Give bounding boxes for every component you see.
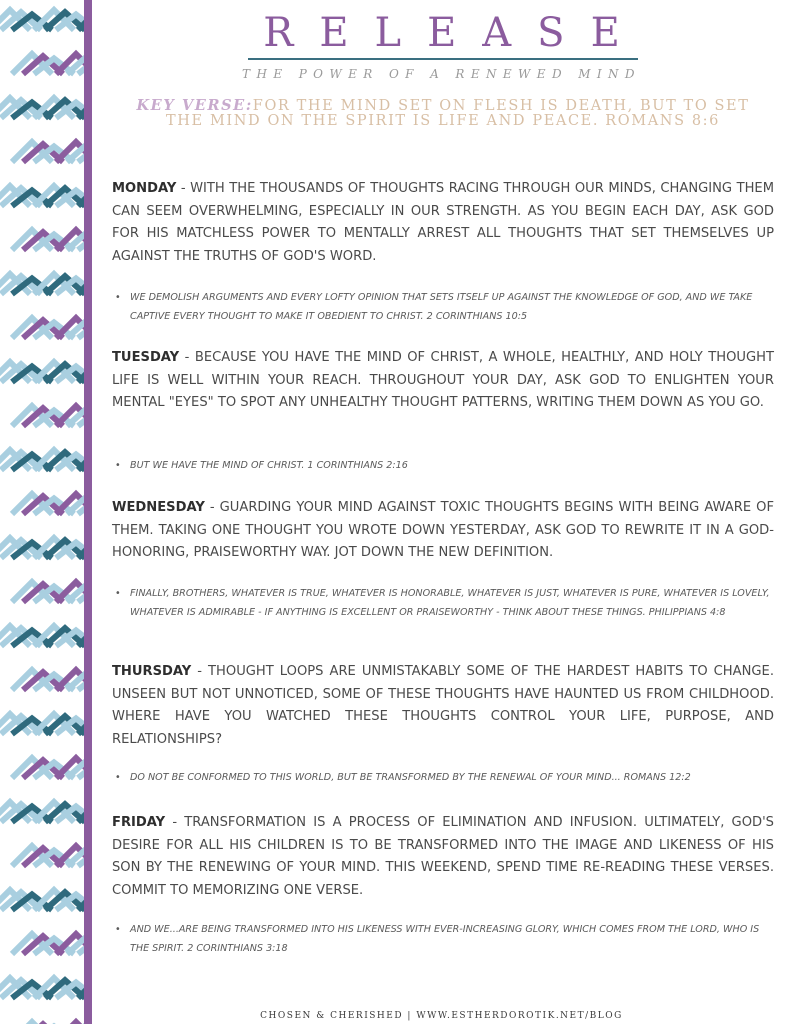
day-friday xyxy=(112,812,774,902)
verse-text: WE DEMOLISH ARGUMENTS AND EVERY LOFTY OPINION THAT SETS ITSELF UP AGAINST THE KNOWLEDGE OF GOD, AND WE TAKE CAPTIVE EVERY THOUGHT TO MAKE IT OBEDIENT TO CHRIST. 2 CORINTHIANS 10:5 xyxy=(130,292,753,322)
key-verse xyxy=(118,98,768,129)
day-thursday xyxy=(112,661,774,751)
bullet-icon: • xyxy=(115,460,121,471)
list-item xyxy=(115,288,776,326)
bullet-icon: • xyxy=(115,292,121,303)
list-item xyxy=(115,768,776,787)
list-item xyxy=(115,456,776,475)
day-tuesday xyxy=(112,347,774,415)
page-subtitle: THE POWER OF A RENEWED MIND xyxy=(242,67,641,81)
day-text: - BECAUSE YOU HAVE THE MIND OF CHRIST, A WHOLE, HEALTHLY, AND HOLY THOUGHT LIFE IS WELL WITHIN YOUR REACH. THROUGHOUT YOUR DAY, ASK GOD TO ENLIGHTEN YOUR MENTAL "EYES" TO SPOT ANY UNHEALTHY THOUGHT PATTERNS, WRITING THEM DOWN AS YOU GO. xyxy=(112,350,774,410)
day-text: - THOUGHT LOOPS ARE UNMISTAKABLY SOME OF THE HARDEST HABITS TO CHANGE. UNSEEN BUT NOT UNNOTICED, SOME OF THESE THOUGHTS HAVE HAUNTED US FROM CHILDHOOD. WHERE HAVE YOU WATCHED THESE THOUGHTS CONTROL YOUR LIFE, PURPOSE, AND RELATIONSHIPS? xyxy=(112,664,774,747)
day-monday xyxy=(112,178,774,268)
day-label: TUESDAY xyxy=(112,350,180,365)
verse-text: AND WE...ARE BEING TRANSFORMED INTO HIS LIKENESS WITH EVER-INCREASING GLORY, WHICH COMES FROM THE LORD, WHO IS THE SPIRIT. 2 CORINTHIANS 3:18 xyxy=(130,924,760,954)
day-text: - GUARDING YOUR MIND AGAINST TOXIC THOUGHTS BEGINS WITH BEING AWARE OF THEM. TAKING ONE THOUGHT YOU WROTE DOWN YESTERDAY, ASK GOD TO REWRITE IT IN A GOD-HONORING, PRAISEWORTHY WAY. JOT DOWN THE NEW DEFINITION. xyxy=(112,500,774,560)
chevron-pattern-border xyxy=(0,0,84,1024)
day-text: - WITH THE THOUSANDS OF THOUGHTS RACING THROUGH OUR MINDS, CHANGING THEM CAN SEEM OVERWHELMING, ESPECIALLY IN OUR STRENGTH. AS YOU BEGIN EACH DAY, ASK GOD FOR HIS MATCHLESS POWER TO MENTALLY ARREST ALL THOUGHTS THAT SET THEMSELVES UP AGAINST THE TRUTHS OF GOD'S WORD. xyxy=(112,181,774,264)
bullet-icon: • xyxy=(115,772,121,783)
page-content xyxy=(92,0,791,1024)
bullet-icon: • xyxy=(115,924,121,935)
day-label: WEDNESDAY xyxy=(112,500,205,515)
day-text: - TRANSFORMATION IS A PROCESS OF ELIMINATION AND INFUSION. ULTIMATELY, GOD'S DESIRE FOR ALL HIS CHILDREN IS TO BE TRANSFORMED INTO THE IMAGE AND LIKENESS OF HIS SON BY THE RENEWING OF YOUR MIND. THIS WEEKEND, SPEND TIME RE-READING THESE VERSES. COMMIT TO MEMORIZING ONE VERSE. xyxy=(112,815,774,898)
purple-divider-stripe xyxy=(84,0,92,1024)
verse-wednesday xyxy=(115,584,776,622)
key-verse-text: FOR THE MIND SET ON FLESH IS DEATH, BUT TO SET THE MIND ON THE SPIRIT IS LIFE AND PEACE. ROMANS 8:6 xyxy=(166,98,750,129)
footer-credit: CHOSEN & CHERISHED | WWW.ESTHERDOROTIK.NET/BLOG xyxy=(260,1011,623,1021)
list-item xyxy=(115,920,776,958)
day-wednesday xyxy=(112,497,774,565)
list-item xyxy=(115,584,776,622)
verse-text: FINALLY, BROTHERS, WHATEVER IS TRUE, WHATEVER IS HONORABLE, WHATEVER IS JUST, WHATEVER IS PURE, WHATEVER IS LOVELY, WHATEVER IS ADMIRABLE - IF ANYTHING IS EXCELLENT OR PRAISEWORTHY - THINK ABOUT THESE THINGS. PHILIPPIANS 4:8 xyxy=(130,588,770,618)
verse-friday xyxy=(115,920,776,958)
verse-tuesday xyxy=(115,456,776,475)
day-label: THURSDAY xyxy=(112,664,192,679)
bullet-icon: • xyxy=(115,588,121,599)
verse-text: DO NOT BE CONFORMED TO THIS WORLD, BUT BE TRANSFORMED BY THE RENEWAL OF YOUR MIND... ROMANS 12:2 xyxy=(130,772,691,783)
title-underline xyxy=(248,58,638,60)
verse-thursday xyxy=(115,768,776,787)
day-label: MONDAY xyxy=(112,181,177,196)
key-verse-label: KEY VERSE: xyxy=(136,97,253,114)
verse-text: BUT WE HAVE THE MIND OF CHRIST. 1 CORINTHIANS 2:16 xyxy=(130,460,408,471)
verse-monday xyxy=(115,288,776,326)
day-label: FRIDAY xyxy=(112,815,166,830)
page-title: RELEASE xyxy=(263,10,646,56)
